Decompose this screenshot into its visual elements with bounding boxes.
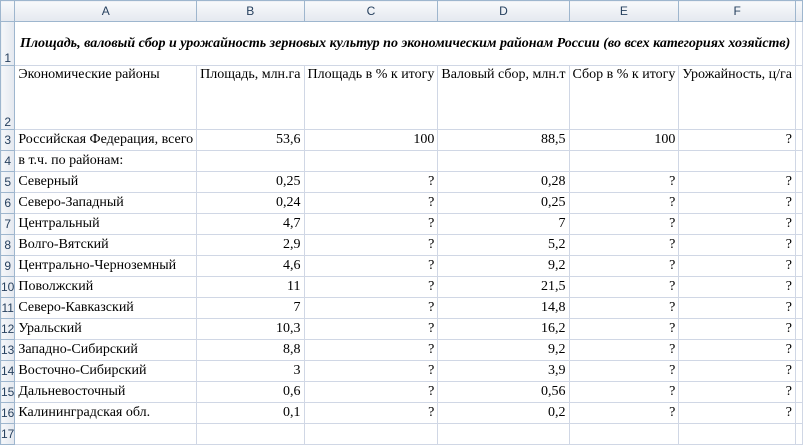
empty-cell[interactable] bbox=[15, 424, 197, 445]
column-header-f[interactable]: F bbox=[679, 1, 796, 22]
cell-e[interactable]: ? bbox=[569, 298, 679, 319]
empty-cell[interactable] bbox=[197, 424, 304, 445]
row-header[interactable]: 9 bbox=[1, 256, 15, 277]
cell-d[interactable]: 0,2 bbox=[438, 403, 569, 424]
row-header[interactable]: 10 bbox=[1, 277, 15, 298]
cell-c[interactable]: ? bbox=[304, 256, 438, 277]
cell-f[interactable]: ? bbox=[679, 340, 796, 361]
cell-a[interactable]: Северный bbox=[15, 172, 197, 193]
row-header[interactable]: 15 bbox=[1, 382, 15, 403]
cell-b[interactable] bbox=[197, 151, 304, 172]
table-row bbox=[1, 424, 803, 445]
cell-d[interactable]: 21,5 bbox=[438, 277, 569, 298]
header-area-percent[interactable]: Площадь в % к итогу bbox=[304, 66, 438, 130]
cell-e[interactable]: ? bbox=[569, 256, 679, 277]
table-title[interactable]: Площадь, валовый сбор и урожайность зерновых культур по экономическим районам России (во всех категориях хозяйств) bbox=[15, 22, 796, 66]
cell-d[interactable]: 14,8 bbox=[438, 298, 569, 319]
cell-c[interactable] bbox=[304, 151, 438, 172]
cell-d[interactable]: 3,9 bbox=[438, 361, 569, 382]
cell-a[interactable]: Северо-Кавказский bbox=[15, 298, 197, 319]
cell-f[interactable] bbox=[679, 151, 796, 172]
column-header-e[interactable]: E bbox=[569, 1, 679, 22]
cell-d[interactable]: 16,2 bbox=[438, 319, 569, 340]
row-header[interactable]: 4 bbox=[1, 151, 15, 172]
cell-a[interactable]: Северо-Западный bbox=[15, 193, 197, 214]
cell-b[interactable]: 4,6 bbox=[197, 256, 304, 277]
cell-e[interactable]: 100 bbox=[569, 130, 679, 151]
row-header[interactable]: 14 bbox=[1, 361, 15, 382]
row-header[interactable]: 8 bbox=[1, 235, 15, 256]
cell-b[interactable]: 0,24 bbox=[197, 193, 304, 214]
cell-b[interactable]: 0,1 bbox=[197, 403, 304, 424]
cell-c[interactable]: ? bbox=[304, 382, 438, 403]
cell-a[interactable]: Западно-Сибирский bbox=[15, 340, 197, 361]
cell-b[interactable]: 3 bbox=[197, 361, 304, 382]
cell-c[interactable]: ? bbox=[304, 361, 438, 382]
cell-e[interactable] bbox=[569, 151, 679, 172]
cell-f[interactable]: ? bbox=[679, 256, 796, 277]
table-row bbox=[1, 298, 803, 319]
cell-f[interactable]: ? bbox=[679, 214, 796, 235]
cell-f[interactable]: ? bbox=[679, 298, 796, 319]
row-header[interactable]: 3 bbox=[1, 130, 15, 151]
row-header[interactable]: 16 bbox=[1, 403, 15, 424]
cell-g[interactable] bbox=[795, 361, 802, 382]
cell-e[interactable]: ? bbox=[569, 214, 679, 235]
cell-d[interactable]: 9,2 bbox=[438, 256, 569, 277]
cell-c[interactable]: ? bbox=[304, 214, 438, 235]
cell-a[interactable]: Российская Федерация, всего bbox=[15, 130, 197, 151]
cell-b[interactable]: 0,6 bbox=[197, 382, 304, 403]
cell-b[interactable]: 10,3 bbox=[197, 319, 304, 340]
cell-g[interactable] bbox=[795, 235, 802, 256]
cell-d[interactable]: 0,56 bbox=[438, 382, 569, 403]
cell-d[interactable]: 0,28 bbox=[438, 172, 569, 193]
column-header-g[interactable] bbox=[795, 1, 802, 22]
cell-f[interactable]: ? bbox=[679, 403, 796, 424]
cell-f[interactable]: ? bbox=[679, 277, 796, 298]
header-harvest-percent[interactable]: Сбор в % к итогу bbox=[569, 66, 679, 130]
cell-c[interactable]: ? bbox=[304, 319, 438, 340]
cell-g[interactable] bbox=[795, 193, 802, 214]
table-row bbox=[1, 172, 803, 193]
empty-cell[interactable] bbox=[569, 424, 679, 445]
cell-e[interactable]: ? bbox=[569, 193, 679, 214]
cell-c[interactable]: 100 bbox=[304, 130, 438, 151]
table-row bbox=[1, 235, 803, 256]
cell-c[interactable]: ? bbox=[304, 235, 438, 256]
row-header[interactable]: 17 bbox=[1, 424, 15, 445]
row-header[interactable]: 11 bbox=[1, 298, 15, 319]
cell-a[interactable]: Центральный bbox=[15, 214, 197, 235]
cell-a[interactable]: Волго-Вятский bbox=[15, 235, 197, 256]
table-row bbox=[1, 382, 803, 403]
table-row bbox=[1, 277, 803, 298]
row-header[interactable]: 13 bbox=[1, 340, 15, 361]
row-header[interactable]: 12 bbox=[1, 319, 15, 340]
cell-e[interactable]: ? bbox=[569, 319, 679, 340]
cell-c[interactable]: ? bbox=[304, 340, 438, 361]
cell-a[interactable]: Восточно-Сибирский bbox=[15, 361, 197, 382]
cell-c[interactable]: ? bbox=[304, 172, 438, 193]
cell-a[interactable]: Дальневосточный bbox=[15, 382, 197, 403]
cell-d[interactable]: 5,2 bbox=[438, 235, 569, 256]
cell-a[interactable]: Поволжский bbox=[15, 277, 197, 298]
cell-b[interactable]: 11 bbox=[197, 277, 304, 298]
cell-e[interactable]: ? bbox=[569, 340, 679, 361]
empty-cell[interactable] bbox=[438, 424, 569, 445]
table-row bbox=[1, 130, 803, 151]
cell-f[interactable]: ? bbox=[679, 382, 796, 403]
cell-b[interactable]: 7 bbox=[197, 298, 304, 319]
cell-b[interactable]: 2,9 bbox=[197, 235, 304, 256]
table-row bbox=[1, 256, 803, 277]
cell-c[interactable]: ? bbox=[304, 193, 438, 214]
cell-g[interactable] bbox=[795, 382, 802, 403]
column-header-d[interactable]: D bbox=[438, 1, 569, 22]
cell-a[interactable]: Уральский bbox=[15, 319, 197, 340]
cell-a[interactable]: в т.ч. по районам: bbox=[15, 151, 197, 172]
column-header-c[interactable]: C bbox=[304, 1, 438, 22]
cell-e[interactable]: ? bbox=[569, 361, 679, 382]
empty-cell[interactable] bbox=[679, 424, 796, 445]
table-row bbox=[1, 361, 803, 382]
cell-f[interactable]: ? bbox=[679, 193, 796, 214]
cell-g[interactable] bbox=[795, 172, 802, 193]
empty-cell[interactable] bbox=[795, 424, 802, 445]
cell-b[interactable]: 0,25 bbox=[197, 172, 304, 193]
header-regions[interactable]: Экономические районы bbox=[15, 66, 197, 130]
table-row bbox=[1, 193, 803, 214]
cell-e[interactable]: ? bbox=[569, 172, 679, 193]
cell-e[interactable]: ? bbox=[569, 277, 679, 298]
cell-a[interactable]: Калининградская обл. bbox=[15, 403, 197, 424]
header-yield[interactable]: Урожайность, ц/га bbox=[679, 66, 796, 130]
cell-f[interactable]: ? bbox=[679, 361, 796, 382]
header-gross-harvest[interactable]: Валовый сбор, млн.т bbox=[438, 66, 569, 130]
cell-g[interactable] bbox=[795, 340, 802, 361]
cell-g[interactable] bbox=[795, 256, 802, 277]
cell-c[interactable]: ? bbox=[304, 403, 438, 424]
row-header[interactable]: 1 bbox=[1, 22, 15, 66]
cell-f[interactable]: ? bbox=[679, 235, 796, 256]
cell-c[interactable]: ? bbox=[304, 277, 438, 298]
cell-e[interactable]: ? bbox=[569, 382, 679, 403]
cell-g[interactable] bbox=[795, 319, 802, 340]
cell-g[interactable] bbox=[795, 277, 802, 298]
row-header[interactable]: 2 bbox=[1, 66, 15, 130]
cell-g[interactable] bbox=[795, 298, 802, 319]
cell-f[interactable]: ? bbox=[679, 319, 796, 340]
cell-f[interactable]: ? bbox=[679, 172, 796, 193]
cell-c[interactable]: ? bbox=[304, 298, 438, 319]
select-all-corner[interactable] bbox=[1, 1, 15, 22]
column-header-b[interactable]: B bbox=[197, 1, 304, 22]
cell-d[interactable]: 9,2 bbox=[438, 340, 569, 361]
cell-g[interactable] bbox=[795, 151, 802, 172]
cell-d[interactable]: 88,5 bbox=[438, 130, 569, 151]
cell-b[interactable]: 8,8 bbox=[197, 340, 304, 361]
cell-d[interactable] bbox=[438, 151, 569, 172]
cell-e[interactable]: ? bbox=[569, 235, 679, 256]
column-header-a[interactable]: A bbox=[15, 1, 197, 22]
table-row bbox=[1, 151, 803, 172]
cell-d[interactable]: 0,25 bbox=[438, 193, 569, 214]
cell-d[interactable]: 7 bbox=[438, 214, 569, 235]
cell-g[interactable] bbox=[795, 403, 802, 424]
row-header[interactable]: 7 bbox=[1, 214, 15, 235]
cell-b[interactable]: 4,7 bbox=[197, 214, 304, 235]
row-header[interactable]: 5 bbox=[1, 172, 15, 193]
empty-cell[interactable] bbox=[304, 424, 438, 445]
cell-e[interactable]: ? bbox=[569, 403, 679, 424]
table-row bbox=[1, 340, 803, 361]
cell-a[interactable]: Центрально-Черноземный bbox=[15, 256, 197, 277]
header-area[interactable]: Площадь, млн.га bbox=[197, 66, 304, 130]
table-row bbox=[1, 214, 803, 235]
row-header[interactable]: 6 bbox=[1, 193, 15, 214]
table-row bbox=[1, 403, 803, 424]
table-row bbox=[1, 319, 803, 340]
cell-f[interactable]: ? bbox=[679, 130, 796, 151]
cell-g[interactable] bbox=[795, 130, 802, 151]
cell-b[interactable]: 53,6 bbox=[197, 130, 304, 151]
cell-g[interactable] bbox=[795, 214, 802, 235]
